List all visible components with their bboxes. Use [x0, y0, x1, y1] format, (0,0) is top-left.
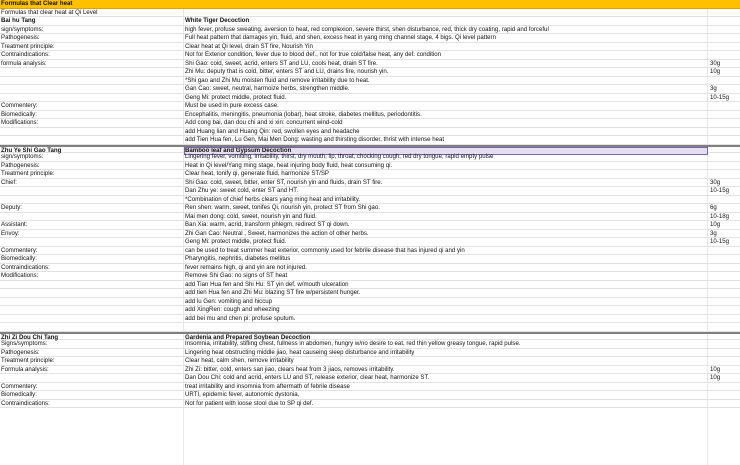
sheet-row[interactable] — [0, 213, 740, 222]
cell-c1[interactable]: Pathogenesis: — [1, 34, 40, 41]
sheet-row[interactable] — [0, 43, 740, 52]
cell-c2[interactable]: Lingering heat obstructing middle jiao, heat causeing sleep disturbance and irritability — [185, 348, 415, 356]
cell-c2[interactable]: Bamboo leaf and Gypsum Decoction — [184, 147, 708, 156]
sheet-row[interactable] — [0, 383, 740, 392]
cell-c2[interactable]: Shi Gao: cold, sweet, acrid, enters ST and LU, cools heat, drain ST fire. — [185, 59, 378, 67]
cell-c3[interactable]: 10-15g — [710, 93, 729, 101]
cell-c1[interactable]: Assistant: — [1, 221, 28, 228]
sheet-row[interactable] — [0, 170, 740, 179]
cell-c2[interactable]: add Tien Hua fen, Lu Gen, Mai Men Dong: wasting and thirsting disorder, thrist with intense heat — [185, 136, 445, 143]
cell-c2[interactable]: Add cong bai, dan dou chi and xi xin: concurrent wind-cold — [185, 119, 343, 126]
sheet-row[interactable] — [0, 374, 740, 383]
cell-c1[interactable]: Bai hu Tang — [1, 17, 36, 24]
cell-c3[interactable]: 10g — [710, 365, 721, 373]
cell-c1[interactable]: Biomedically: — [1, 110, 37, 118]
cell-c1[interactable]: Commentery: — [1, 382, 38, 390]
sheet-row[interactable] — [0, 145, 740, 154]
sheet-row[interactable] — [0, 187, 740, 196]
sheet-row[interactable] — [0, 17, 740, 26]
sheet-row[interactable] — [0, 357, 740, 366]
sheet-row[interactable] — [0, 255, 740, 264]
cell-c2[interactable]: Lingering fever, vomiting, irritability, thirst, dry mouth, lip, throat, chocking cough, red dry tongue, rapid empty pulse — [185, 153, 494, 160]
cell-c2[interactable]: can be used to treat summer heat exterior, commonly used for febrile disease that has injured qi and yin — [185, 246, 465, 254]
sheet-row[interactable] — [0, 162, 740, 171]
sheet-row[interactable] — [0, 179, 740, 188]
sheet-row[interactable] — [0, 51, 740, 60]
cell-c2[interactable]: *Combination of chief herbs clears yang ming heat and irritability. — [185, 195, 361, 203]
cell-c2[interactable]: Zhi Mu: deputy that is cold, bitter, enters ST and LU, drains fire, nourish yin. — [185, 68, 389, 75]
cell-c2[interactable]: Gan Cao: sweet, neutral, harmoize herbs, strengthen middle. — [185, 85, 350, 92]
cell-c2[interactable]: add lu Gen: vomiting and hiccup — [185, 297, 273, 305]
cell-c2[interactable]: Encephalitis, meningitis, pneumonia (lobar), heat stroke, diabetes mellitus, periodontitis. — [185, 110, 422, 118]
sheet-row[interactable] — [0, 400, 740, 409]
cell-c1[interactable]: sign/symptoms: — [1, 25, 44, 33]
cell-c1[interactable]: sign/symptoms: — [1, 153, 44, 160]
cell-c2[interactable]: add tien Hua fen and Zhi Mu: blazing ST fire w/persistent hunger. — [185, 289, 361, 296]
sheet-row[interactable] — [0, 26, 740, 35]
cell-c2[interactable]: Zhi Gan Cao: Neutral , Sweet, harmonizes the action of other herbs. — [185, 229, 369, 237]
cell-c2[interactable]: Dan Dou Chi: cold and acrid, enters LU and ST, release exterior, clear heat, harmonize ST. — [185, 374, 430, 381]
cell-c2[interactable]: Gardenia and Prepared Soybean Decoction — [185, 333, 311, 341]
sheet-row[interactable] — [0, 298, 740, 307]
cell-c1[interactable]: Treatment principle: — [1, 357, 55, 364]
cell-c3[interactable]: 3g — [710, 85, 717, 92]
cell-c2[interactable]: Clear heat at Qi level, drain ST fire, Nourish Yin — [185, 42, 313, 50]
sheet-row[interactable] — [0, 196, 740, 205]
cell-c3[interactable]: 6g — [710, 204, 717, 211]
sheet-row[interactable] — [0, 238, 740, 247]
cell-c1[interactable]: Biomedically: — [1, 255, 37, 262]
cell-c3[interactable]: 10-15g — [710, 187, 729, 194]
cell-c2[interactable]: URTI, epidemic fever, autonomic dystonia, — [185, 391, 300, 398]
cell-c1[interactable]: Contraindications: — [1, 399, 50, 407]
cell-c1[interactable]: Signs/symptoms: — [1, 340, 48, 347]
sheet-row[interactable] — [0, 247, 740, 256]
sheet-row[interactable] — [0, 281, 740, 290]
sheet-row[interactable] — [0, 264, 740, 273]
sheet-row[interactable] — [0, 128, 740, 137]
sheet-row[interactable] — [0, 136, 740, 145]
cell-c1[interactable]: Commentery: — [1, 246, 38, 254]
cell-c1[interactable]: Contraindications: — [1, 263, 50, 271]
cell-c2[interactable]: Must be used in pure excess case. — [185, 102, 279, 109]
cell-c1[interactable]: Formulas that clear heat at Qi Level — [1, 8, 98, 16]
cell-c1[interactable]: Envoy: — [1, 229, 20, 237]
sheet-row[interactable] — [0, 153, 740, 162]
cell-c1[interactable]: Formulas that Clear heat — [1, 0, 73, 7]
cell-c2[interactable]: Pharyngitis, nephritis, diabetes mellitus — [185, 255, 291, 262]
cell-c2[interactable]: White Tiger Decoction — [185, 17, 250, 24]
sheet-row[interactable] — [0, 289, 740, 298]
cell-c1[interactable]: Treatment principle: — [1, 170, 55, 177]
cell-c1[interactable]: Zhi Zi Dou Chi Tang — [1, 333, 59, 341]
cell-c3[interactable]: 10-15g — [710, 238, 729, 245]
sheet-row[interactable] — [0, 77, 740, 86]
cell-c1[interactable]: Pathogenesis: — [1, 348, 40, 356]
cell-c3[interactable]: 10g — [710, 68, 721, 75]
cell-c2[interactable]: Mai men dong: cold, sweet, nourish yin and fluid. — [185, 212, 317, 220]
cell-c2[interactable]: Dan Zhu ye: sweet cold, enter ST and HT. — [185, 187, 299, 194]
sheet-row[interactable] — [0, 0, 740, 9]
sheet-row[interactable] — [0, 349, 740, 358]
sheet-row[interactable] — [0, 85, 740, 94]
cell-c1[interactable]: Pathogenesis: — [1, 161, 40, 169]
cell-c2[interactable]: add Huang lian and Huang Qin: red, swollen eyes and headache — [185, 127, 360, 135]
cell-c1[interactable]: Treatment principle: — [1, 42, 55, 50]
sheet-row[interactable] — [0, 60, 740, 69]
cell-c2[interactable]: add bei mu and chen pi: profuse sputum. — [185, 314, 296, 322]
cell-c2[interactable]: Clear heat, tonify qi, generate fluid, harmonize ST/SP — [185, 170, 329, 177]
cell-c2[interactable]: add XingRen: cough and wheezing — [185, 306, 280, 313]
cell-c2[interactable]: Remove Shi Gao: no signs of ST heat — [185, 272, 288, 279]
sheet-row[interactable] — [0, 366, 740, 375]
cell-c2[interactable]: Geng Mi: protect middle, protect fluid. — [185, 238, 287, 245]
cell-c2[interactable]: high fever, profuse sweating, aversion to heat, red complexion, severe thirst, shen disturbance, red, thick dry coating, rapid and forceful — [185, 25, 549, 33]
cell-c3[interactable]: 10g — [710, 374, 721, 381]
cell-c2[interactable]: Ban Xia: warm, acrid, transform phlegm, redirect ST qi down. — [185, 221, 350, 228]
cell-c3[interactable]: 10g — [710, 221, 721, 228]
sheet-row[interactable] — [0, 221, 740, 230]
cell-c3[interactable]: 10-18g — [710, 212, 729, 220]
cell-c2[interactable]: *Shi gao and Zhi Mu moisten fluid and remove irritability due to heat. — [185, 76, 370, 84]
sheet-row[interactable] — [0, 102, 740, 111]
cell-c2[interactable]: Shi Gao: cold, sweet, bitter, enter ST, nourish yin and fluids, drain ST fire. — [185, 178, 383, 186]
cell-c1[interactable]: Modifications: — [1, 119, 39, 126]
cell-c2[interactable]: Zhi Zi: bitter, cold, enters san jiao, clears heat from 3 jiaos, removes irritability. — [185, 365, 395, 373]
sheet-row[interactable] — [0, 204, 740, 213]
cell-c2[interactable]: Full heat pattern that damages yin, fluid, and shen, excess heat in yang ming channel stage, 4 bigs. Qi level pattern — [185, 34, 496, 41]
sheet-row[interactable] — [0, 94, 740, 103]
cell-c3[interactable]: 30g — [710, 178, 721, 186]
sheet-row[interactable] — [0, 68, 740, 77]
cell-c1[interactable]: Deputy: — [1, 204, 23, 211]
cell-c1[interactable]: Biomedically: — [1, 391, 37, 398]
cell-c2[interactable]: Not for patient with loose stool due to SP qi def. — [185, 399, 314, 407]
cell-c2[interactable]: Ren shen: warm, sweet, tonifes Qi, nourish yin, protect ST from Shi gao. — [185, 204, 380, 211]
cell-c2[interactable]: Geng Mi: protect middle, protect fluid. — [185, 93, 287, 101]
sheet-row[interactable] — [0, 111, 740, 120]
sheet-row[interactable] — [0, 332, 740, 341]
sheet-row[interactable] — [0, 119, 740, 128]
sheet-row[interactable] — [0, 9, 740, 18]
sheet-row[interactable] — [0, 315, 740, 324]
cell-c2[interactable]: Clear heat, calm shen, remove irritability — [185, 357, 294, 364]
cell-c1[interactable]: Modifications: — [1, 272, 39, 279]
cell-c1[interactable]: Formula analysis: — [1, 365, 49, 373]
cell-c2[interactable]: treat irritability and insomnia from aftermath of febrile disease — [185, 382, 350, 390]
cell-c2[interactable]: Not for Exterior condition, fever due to blood def., not for true cold/false heat, any def. condition — [185, 51, 442, 58]
cell-c2[interactable]: Insomnia, irritability, stifling chest, fullness in abdomen, hungry w/no desire to eat, red thin yellow greasy tongue, rapid pulse. — [185, 340, 521, 347]
sheet-row[interactable] — [0, 34, 740, 43]
cell-c1[interactable]: formula analysis: — [1, 59, 47, 67]
cell-c1[interactable]: Commentery: — [1, 102, 38, 109]
sheet-row[interactable] — [0, 391, 740, 400]
sheet-row[interactable] — [0, 272, 740, 281]
cell-c2[interactable]: fever remains high, qi and yin are not injured. — [185, 263, 307, 271]
sheet-row[interactable] — [0, 230, 740, 239]
sheet-row[interactable] — [0, 340, 740, 349]
sheet-row[interactable] — [0, 323, 740, 332]
cell-c1[interactable]: Zhu Ye Shi Gao Tang — [1, 146, 62, 154]
sheet-row[interactable] — [0, 306, 740, 315]
cell-c2[interactable]: add Tian Hua fen and Shi Hu: ST yin def. w/mouth ulceration — [185, 280, 349, 288]
cell-c3[interactable]: 3g — [710, 229, 717, 237]
cell-c1[interactable]: Chief: — [1, 178, 17, 186]
cell-c1[interactable]: Contraindications: — [1, 51, 50, 58]
cell-c2[interactable]: Heat in Qi level/Yang ming stage, heat injuring body fluid, heat consuming qi. — [185, 161, 393, 169]
cell-c3[interactable]: 30g — [710, 59, 721, 67]
